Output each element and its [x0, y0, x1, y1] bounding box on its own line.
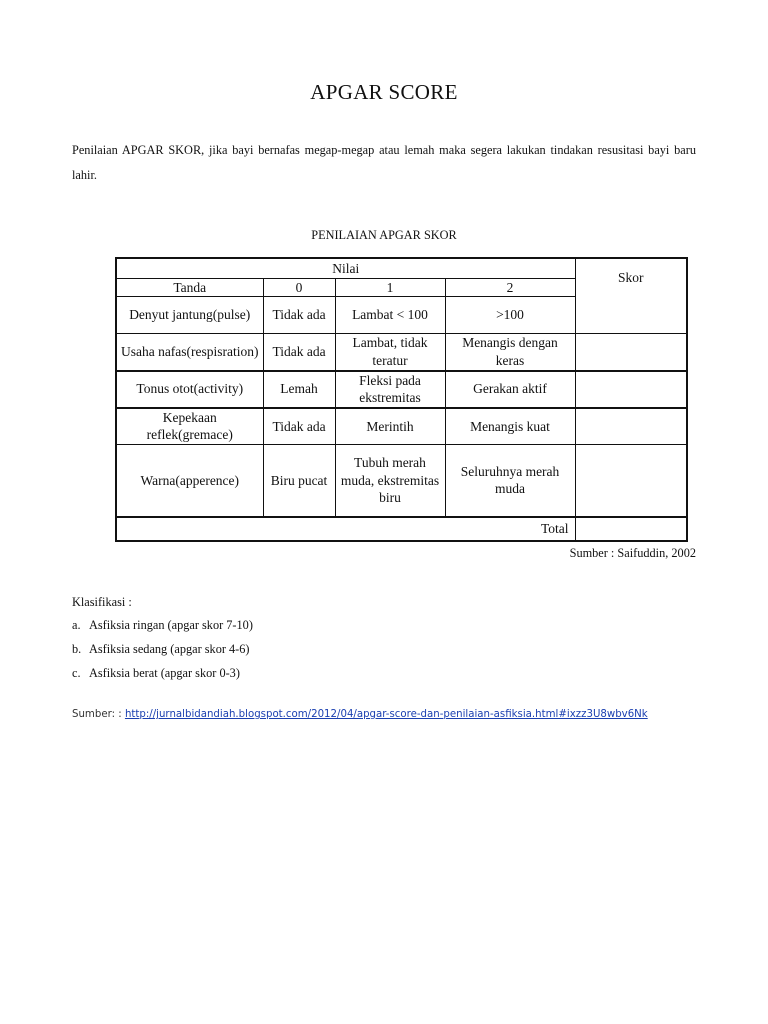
table-cell: Lambat < 100	[335, 297, 445, 334]
source-link[interactable]: http://jurnalbidandiah.blogspot.com/2012/04/apgar-score-dan-penilaian-asfiksia.html#ixzz3U8wbv6Nk	[124, 709, 648, 720]
table-cell: Kepekaan reflek(gremace)	[116, 408, 263, 445]
list-item	[72, 617, 253, 641]
table-cell: Denyut jantung(pulse)	[116, 297, 263, 334]
skor-header: Skor	[575, 258, 687, 334]
footer-source	[72, 709, 648, 720]
total-label: Total	[116, 517, 575, 541]
table-cell: Biru pucat	[263, 445, 335, 517]
total-value-cell	[575, 517, 687, 541]
table-cell: Seluruhnya merah muda	[445, 445, 575, 517]
skor-cell	[575, 334, 687, 371]
footer-prefix: Sumber: :	[72, 709, 125, 720]
table-row	[116, 334, 687, 371]
table-row	[116, 445, 687, 517]
table-cell: Tidak ada	[263, 297, 335, 334]
classification-list	[72, 617, 253, 689]
table-source: Sumber : Saifuddin, 2002	[569, 546, 696, 560]
column-header: 1	[335, 278, 445, 297]
column-header: 0	[263, 278, 335, 297]
skor-cell	[575, 445, 687, 517]
table-title: PENILAIAN APGAR SKOR	[311, 228, 457, 242]
list-item	[72, 641, 253, 665]
table-cell: Tonus otot(activity)	[116, 371, 263, 408]
page-title: APGAR SCORE	[310, 80, 458, 104]
column-header: 2	[445, 278, 575, 297]
list-text: Asfiksia ringan (apgar skor 7-10)	[89, 618, 253, 632]
total-row	[116, 517, 687, 541]
table-row	[116, 371, 687, 408]
table-cell: Merintih	[335, 408, 445, 445]
skor-cell	[575, 408, 687, 445]
table-row	[116, 408, 687, 445]
nilai-header: Nilai	[116, 258, 575, 278]
list-letter: a.	[72, 618, 81, 632]
intro-paragraph: Penilaian APGAR SKOR, jika bayi bernafas megap-megap atau lemah maka segera lakukan tindakan resusitasi bayi baru lahir.	[72, 143, 696, 182]
list-letter: c.	[72, 666, 81, 680]
table-cell: Lemah	[263, 371, 335, 408]
table-cell: Menangis dengan keras	[445, 334, 575, 371]
table-cell: Tidak ada	[263, 334, 335, 371]
apgar-table	[115, 257, 688, 542]
skor-cell	[575, 371, 687, 408]
list-text: Asfiksia berat (apgar skor 0-3)	[89, 666, 240, 680]
classification-label: Klasifikasi :	[72, 595, 132, 609]
column-header: Tanda	[116, 278, 263, 297]
list-letter: b.	[72, 642, 82, 656]
table-cell: Usaha nafas(respisration)	[116, 334, 263, 371]
table-cell: >100	[445, 297, 575, 334]
table-cell: Tubuh merah muda, ekstremitas biru	[335, 445, 445, 517]
table-cell: Menangis kuat	[445, 408, 575, 445]
table-cell: Warna(apperence)	[116, 445, 263, 517]
table-cell: Fleksi pada ekstremitas	[335, 371, 445, 408]
table-cell: Tidak ada	[263, 408, 335, 445]
list-text: Asfiksia sedang (apgar skor 4-6)	[89, 642, 250, 656]
table-cell: Lambat, tidak teratur	[335, 334, 445, 371]
list-item	[72, 665, 253, 689]
table-cell: Gerakan aktif	[445, 371, 575, 408]
